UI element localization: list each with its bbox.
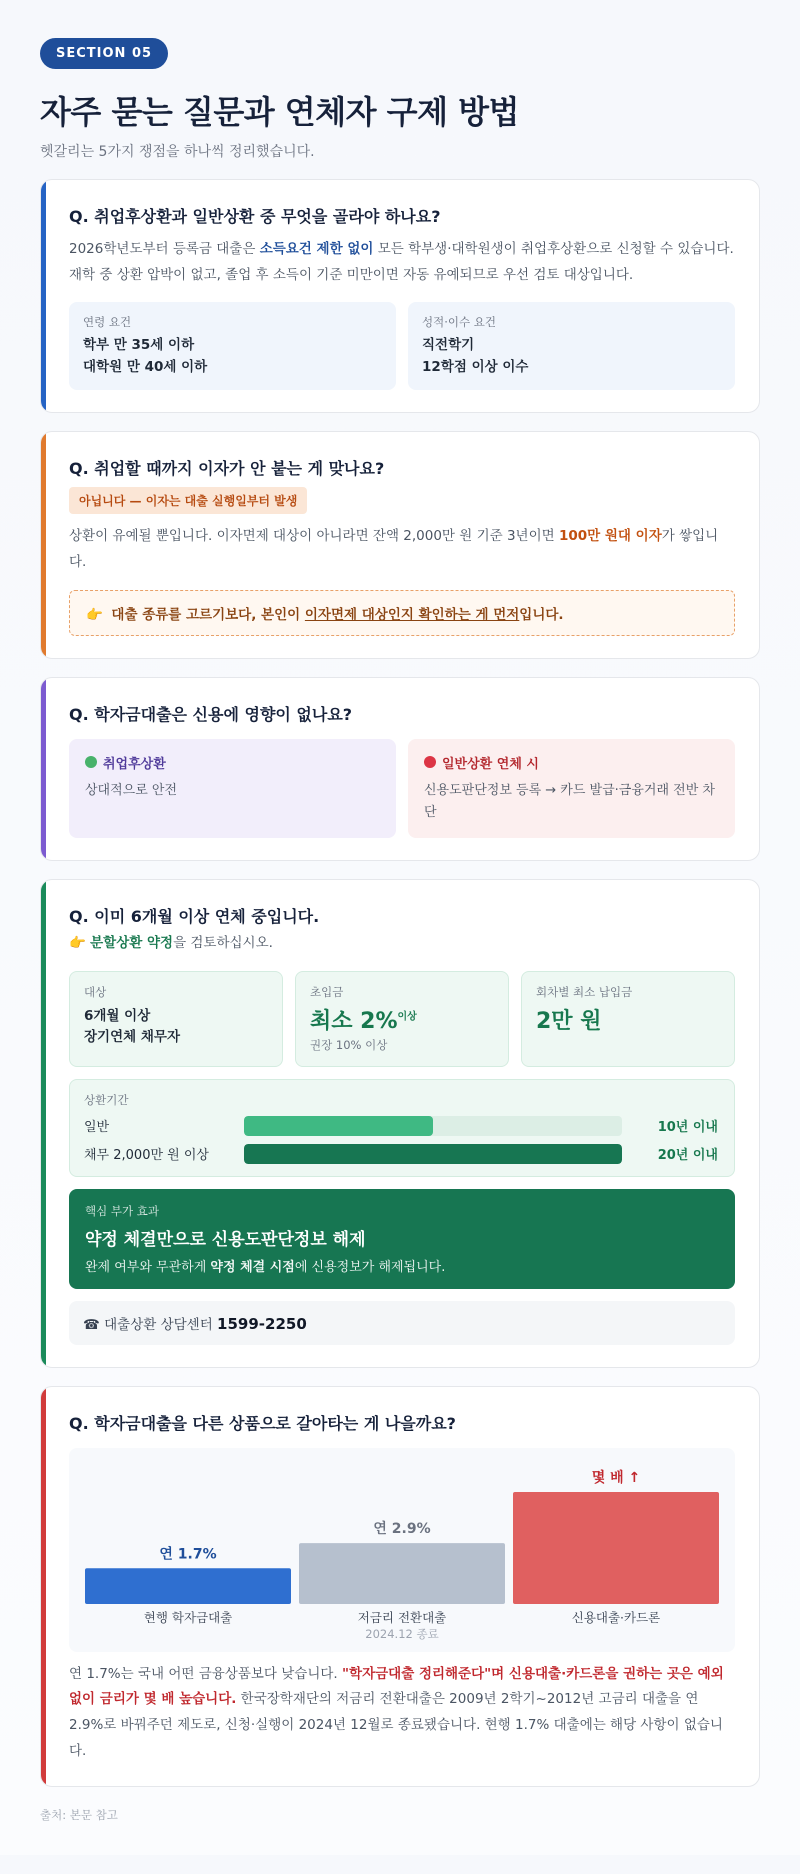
tip-box: 👉 대출 종류를 고르기보다, 본인이 이자면제 대상인지 확인하는 게 먼저입니다. [69,590,735,636]
age-requirement-box: 연령 요건 학부 만 35세 이하 대학원 만 40세 이하 [69,302,396,390]
chart-data-label-0: 연 1.7% [159,1545,217,1562]
red-dot-icon [424,756,436,768]
chart-category-label-0: 현행 학자금대출 [143,1609,233,1625]
green-dot-icon [85,756,97,768]
chart-bar-2 [513,1492,719,1604]
page-title: 자주 묻는 질문과 연체자 구제 방법 [40,93,519,131]
question-1: Q. 취업후상환과 일반상환 중 무엇을 골라야 하나요? [69,207,441,226]
faq-card-5 [40,1386,760,1788]
source-note: 출처: 본문 참고 [40,1808,118,1823]
period-bar-large-debt [244,1144,622,1164]
period-row-general: 일반 10년 이내 [84,1116,718,1136]
down-payment-stat: 초입금 최소 2%$^{이상}$ 권장 10% 이상 [295,971,509,1067]
faq-card-2 [40,431,760,658]
chart-data-label-2: 몇 배 ↑ [591,1469,641,1486]
answer-2-highlight: 100만 원대 이자 [558,528,662,545]
key-effect-box: 핵심 부가 효과 약정 체결만으로 신용도판단정보 해제 완제 여부와 무관하게 약정 체결 시점에 신용정보가 해제됩니다. [69,1189,735,1289]
question-4: Q. 이미 6개월 이상 연체 중입니다. [69,906,320,926]
pointing-hand-icon: 👉 [69,934,86,951]
answer-5-text: 연 1.7%는 국내 어떤 금융상품보다 낮습니다. "학자금대출 정리해준다"며 신용대출·카드론을 권하는 곳은 예외 없이 금리가 몇 배 높습니다. 한국장학재단의 저금리 전환대출은 2009년 2학기~2012년 고금리 대출을 연 2.9%로 바꿔주던 제도로, 신청·실행이 2024년 12월로 종료됐습니다. 현행 1.7% 대출에는 해당 사항이 없습니다. [69,1665,724,1759]
rate-comparison-chart [69,1448,735,1652]
faq-card-1 [40,179,760,413]
page-subtitle: 헷갈리는 5가지 쟁점을 하나씩 정리했습니다. [40,144,315,160]
answer-2-text: 상환이 유예될 뿐입니다. 이자면제 대상이 아니라면 잔액 2,000만 원 기준 3년이면 100만 원대 이자가 쌓입니다. [69,528,719,571]
repayment-period-box: 상환기간 일반 10년 이내 채무 2,000만 원 이상 20년 이내 [69,1079,735,1177]
target-stat: 대상 6개월 이상 장기연체 채무자 [69,971,283,1067]
phone-icon: ☎ [83,1316,100,1333]
answer-2-pill: 아닙니다 — 이자는 대출 실행일부터 발생 [69,487,307,514]
chart-category-label-1: 저금리 전환대출 [357,1609,447,1625]
grade-requirement-box: 성적·이수 요건 직전학기 12학점 이상 이수 [408,302,735,390]
safe-option-box: 취업후상환 상대적으로 안전 [69,739,396,838]
chart-bar-0 [85,1568,291,1604]
min-payment-stat: 회차별 최소 납입금 2만 원 [521,971,735,1067]
question-5: Q. 학자금대출을 다른 상품으로 갈아타는 게 나을까요? [69,1413,456,1433]
chart-category-note-1: 2024.12 종료 [365,1626,439,1641]
contact-center-box: ☎ 대출상환 상담센터 1599-2250 [69,1301,735,1345]
chart-bar-1 [299,1543,505,1604]
period-bar-general [244,1116,433,1136]
risk-option-box: 일반상환 연체 시 신용도판단정보 등록 → 카드 발급·금융거래 전반 차단 [408,739,735,838]
phone-number: 1599-2250 [217,1314,307,1333]
question-3: Q. 학자금대출은 신용에 영향이 없나요? [69,704,353,724]
chart-data-label-1: 연 2.9% [373,1520,431,1537]
chart-category-label-2: 신용대출·카드론 [571,1609,661,1625]
faq-card-4 [40,879,760,1368]
answer-4-sub: 👉 분할상환 약정을 검토하십시오. [69,934,273,951]
answer-1-text: 2026학년도부터 등록금 대출은 소득요건 제한 없이 모든 학부생·대학원생이 취업후상환으로 신청할 수 있습니다. 재학 중 상환 압박이 없고, 졸업 후 소득이 기준 미만이면 자동 유예되므로 우선 검토 대상입니다. [69,241,734,283]
faq-card-3 [40,677,760,861]
answer-1-highlight: 소득요건 제한 없이 [259,241,374,257]
section-badge: SECTION 05 [40,38,168,69]
period-row-large-debt: 채무 2,000만 원 이상 20년 이내 [84,1144,718,1164]
pointing-hand-icon: 👉 [86,606,103,623]
question-2: Q. 취업할 때까지 이자가 안 붙는 게 맞나요? [69,459,385,479]
